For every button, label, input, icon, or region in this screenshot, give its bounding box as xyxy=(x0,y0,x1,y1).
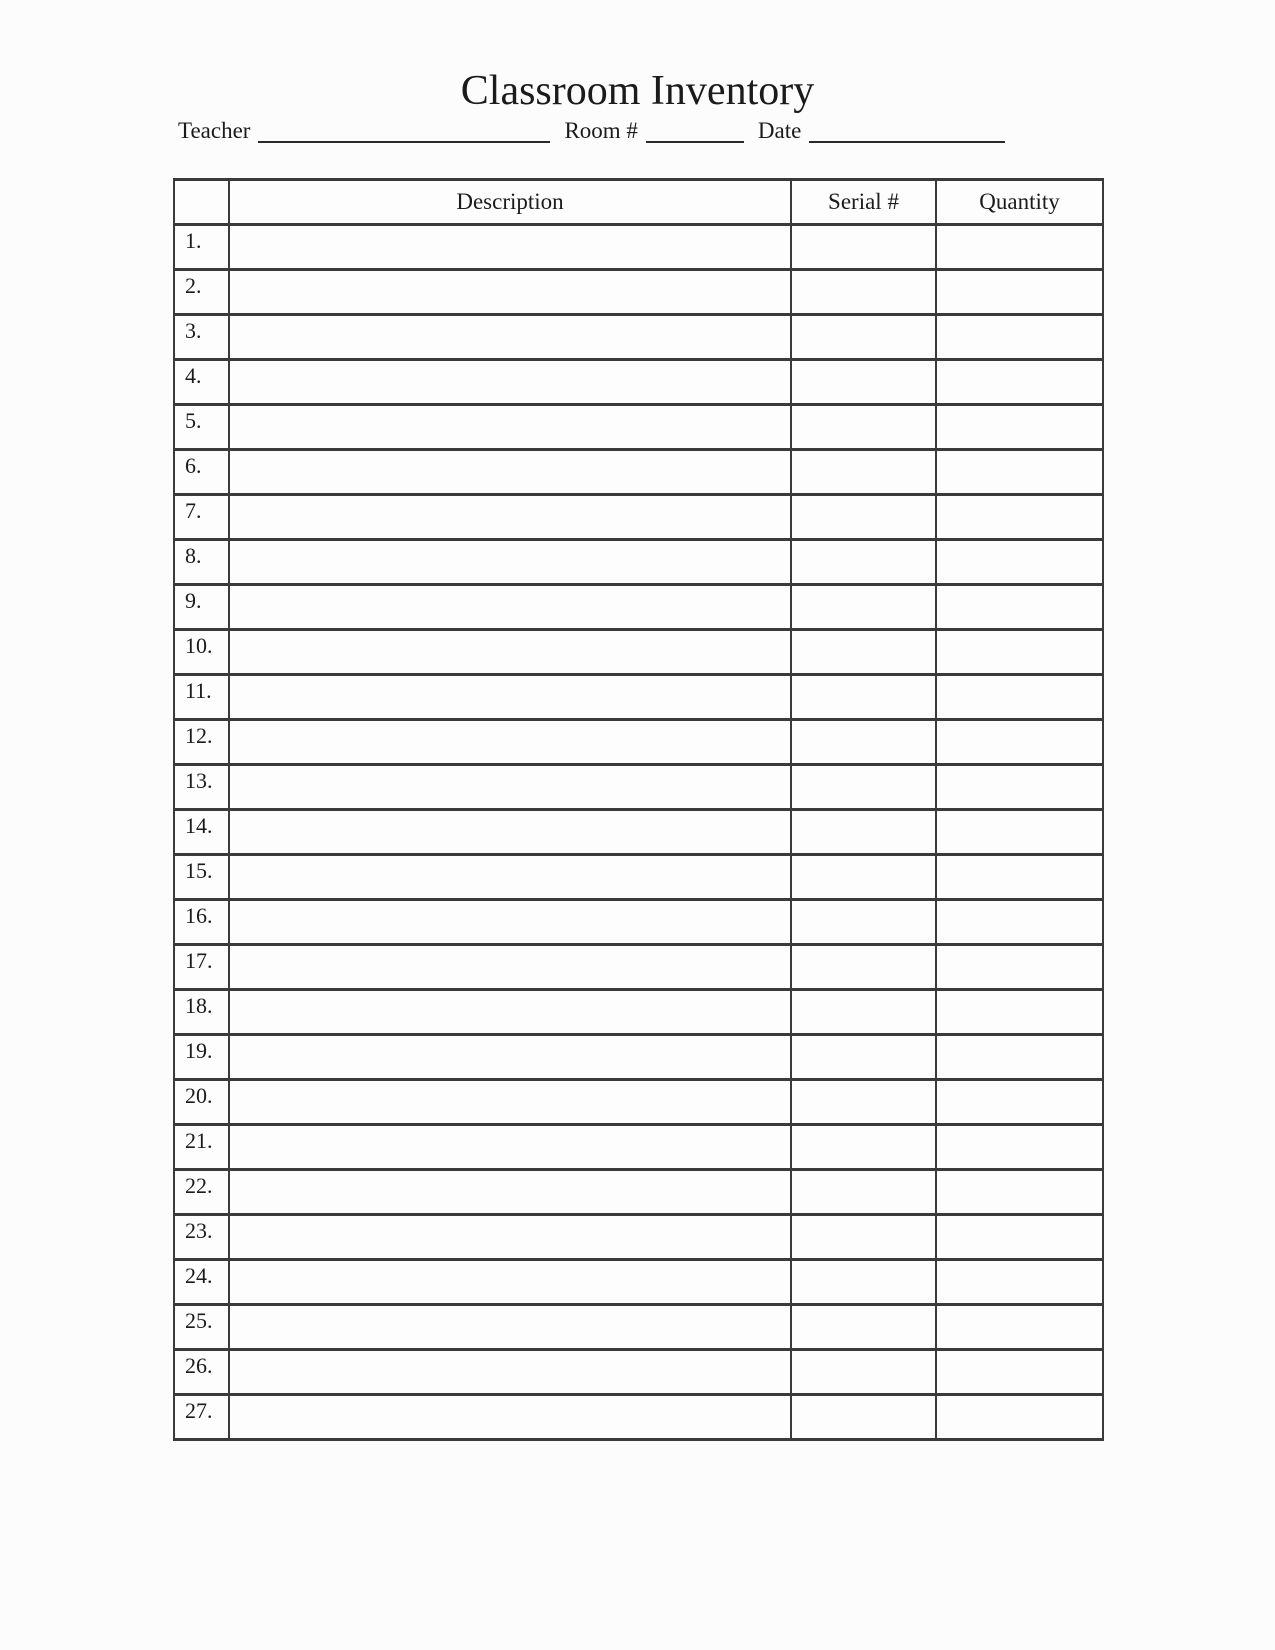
quantity-cell xyxy=(936,315,1103,360)
quantity-cell xyxy=(936,765,1103,810)
quantity-cell xyxy=(936,1125,1103,1170)
quantity-cell xyxy=(936,855,1103,900)
description-cell xyxy=(229,810,791,855)
serial-number-cell xyxy=(791,720,936,765)
quantity-cell xyxy=(936,495,1103,540)
table-row xyxy=(174,720,1103,765)
serial-number-cell xyxy=(791,1305,936,1350)
description-cell xyxy=(229,585,791,630)
serial-number-cell xyxy=(791,405,936,450)
row-number-cell: 13. xyxy=(174,765,229,810)
serial-number-cell xyxy=(791,1170,936,1215)
row-number-cell: 18. xyxy=(174,990,229,1035)
serial-number-cell xyxy=(791,495,936,540)
description-cell xyxy=(229,900,791,945)
table-row xyxy=(174,450,1103,495)
serial-number-cell xyxy=(791,1350,936,1395)
quantity-cell xyxy=(936,630,1103,675)
quantity-cell xyxy=(936,1080,1103,1125)
description-cell xyxy=(229,945,791,990)
description-cell xyxy=(229,765,791,810)
table-row xyxy=(174,360,1103,405)
row-number-cell: 6. xyxy=(174,450,229,495)
date-label: Date xyxy=(757,118,802,143)
row-number-cell: 12. xyxy=(174,720,229,765)
row-number-cell: 5. xyxy=(174,405,229,450)
serial-number-cell xyxy=(791,810,936,855)
table-row xyxy=(174,1170,1103,1215)
table-row xyxy=(174,270,1103,315)
serial-number-cell xyxy=(791,540,936,585)
table-row xyxy=(174,315,1103,360)
quantity-cell xyxy=(936,225,1103,270)
table-row xyxy=(174,1125,1103,1170)
description-cell xyxy=(229,405,791,450)
description-cell xyxy=(229,990,791,1035)
table-row xyxy=(174,765,1103,810)
description-cell xyxy=(229,1035,791,1080)
serial-number-cell xyxy=(791,225,936,270)
description-cell xyxy=(229,540,791,585)
inventory-table-body xyxy=(174,225,1103,1440)
row-number-cell: 22. xyxy=(174,1170,229,1215)
table-row xyxy=(174,1260,1103,1305)
quantity-cell xyxy=(936,675,1103,720)
quantity-cell xyxy=(936,1215,1103,1260)
quantity-cell xyxy=(936,1350,1103,1395)
row-number-cell: 1. xyxy=(174,225,229,270)
serial-number-cell xyxy=(791,765,936,810)
row-number-cell: 8. xyxy=(174,540,229,585)
serial-number-cell xyxy=(791,1080,936,1125)
table-row xyxy=(174,225,1103,270)
quantity-cell xyxy=(936,540,1103,585)
row-number-cell: 3. xyxy=(174,315,229,360)
description-cell xyxy=(229,1395,791,1440)
description-cell xyxy=(229,360,791,405)
row-number-cell: 4. xyxy=(174,360,229,405)
serial-number-cell xyxy=(791,270,936,315)
row-number-cell: 25. xyxy=(174,1305,229,1350)
description-cell xyxy=(229,675,791,720)
table-row xyxy=(174,495,1103,540)
description-cell xyxy=(229,1215,791,1260)
room-number-label: Room # xyxy=(564,118,638,143)
row-number-cell: 11. xyxy=(174,675,229,720)
quantity-cell xyxy=(936,990,1103,1035)
description-cell xyxy=(229,450,791,495)
table-header-row xyxy=(174,180,1103,225)
serial-number-cell xyxy=(791,1125,936,1170)
quantity-cell xyxy=(936,720,1103,765)
table-row xyxy=(174,585,1103,630)
table-row xyxy=(174,855,1103,900)
quantity-cell xyxy=(936,900,1103,945)
description-cell xyxy=(229,720,791,765)
row-number-cell: 26. xyxy=(174,1350,229,1395)
serial-number-cell xyxy=(791,1035,936,1080)
table-row xyxy=(174,1035,1103,1080)
number-column-header xyxy=(174,180,229,225)
serial-number-cell xyxy=(791,990,936,1035)
serial-number-cell xyxy=(791,675,936,720)
description-cell xyxy=(229,855,791,900)
serial-number-cell xyxy=(791,900,936,945)
row-number-cell: 17. xyxy=(174,945,229,990)
quantity-cell xyxy=(936,360,1103,405)
quantity-cell xyxy=(936,945,1103,990)
table-row xyxy=(174,1350,1103,1395)
table-row xyxy=(174,675,1103,720)
description-cell xyxy=(229,1080,791,1125)
serial-number-cell xyxy=(791,360,936,405)
table-row xyxy=(174,540,1103,585)
description-cell xyxy=(229,1170,791,1215)
teacher-label: Teacher xyxy=(178,118,251,143)
table-row xyxy=(174,900,1103,945)
quantity-cell xyxy=(936,810,1103,855)
description-cell xyxy=(229,315,791,360)
quantity-cell xyxy=(936,405,1103,450)
table-row xyxy=(174,1305,1103,1350)
quantity-cell xyxy=(936,270,1103,315)
quantity-cell xyxy=(936,1395,1103,1440)
row-number-cell: 27. xyxy=(174,1395,229,1440)
row-number-cell: 23. xyxy=(174,1215,229,1260)
row-number-cell: 21. xyxy=(174,1125,229,1170)
quantity-cell xyxy=(936,1260,1103,1305)
quantity-cell xyxy=(936,1305,1103,1350)
table-row xyxy=(174,810,1103,855)
quantity-cell xyxy=(936,585,1103,630)
row-number-cell: 19. xyxy=(174,1035,229,1080)
row-number-cell: 7. xyxy=(174,495,229,540)
row-number-cell: 15. xyxy=(174,855,229,900)
serial-number-cell xyxy=(791,1215,936,1260)
serial-number-cell xyxy=(791,585,936,630)
serial-column-header: Serial # xyxy=(791,180,936,225)
description-column-header: Description xyxy=(229,180,791,225)
inventory-table xyxy=(173,178,1104,1441)
table-row xyxy=(174,405,1103,450)
serial-number-cell xyxy=(791,945,936,990)
serial-number-cell xyxy=(791,1395,936,1440)
teacher-blank-line xyxy=(258,125,550,143)
header-fields-line xyxy=(178,116,1005,146)
quantity-cell xyxy=(936,1170,1103,1215)
row-number-cell: 9. xyxy=(174,585,229,630)
description-cell xyxy=(229,225,791,270)
table-row xyxy=(174,990,1103,1035)
table-row xyxy=(174,1215,1103,1260)
serial-number-cell xyxy=(791,630,936,675)
quantity-cell xyxy=(936,1035,1103,1080)
serial-number-cell xyxy=(791,855,936,900)
date-blank-line xyxy=(809,125,1005,143)
description-cell xyxy=(229,630,791,675)
serial-number-cell xyxy=(791,315,936,360)
row-number-cell: 20. xyxy=(174,1080,229,1125)
row-number-cell: 24. xyxy=(174,1260,229,1305)
description-cell xyxy=(229,495,791,540)
description-cell xyxy=(229,1350,791,1395)
quantity-column-header: Quantity xyxy=(936,180,1103,225)
table-row xyxy=(174,1395,1103,1440)
row-number-cell: 14. xyxy=(174,810,229,855)
serial-number-cell xyxy=(791,1260,936,1305)
table-row xyxy=(174,630,1103,675)
description-cell xyxy=(229,1305,791,1350)
description-cell xyxy=(229,1125,791,1170)
room-number-blank-line xyxy=(646,125,744,143)
row-number-cell: 2. xyxy=(174,270,229,315)
table-row xyxy=(174,945,1103,990)
row-number-cell: 10. xyxy=(174,630,229,675)
page-title: Classroom Inventory xyxy=(460,68,815,114)
quantity-cell xyxy=(936,450,1103,495)
row-number-cell: 16. xyxy=(174,900,229,945)
table-row xyxy=(174,1080,1103,1125)
description-cell xyxy=(229,270,791,315)
serial-number-cell xyxy=(791,450,936,495)
description-cell xyxy=(229,1260,791,1305)
